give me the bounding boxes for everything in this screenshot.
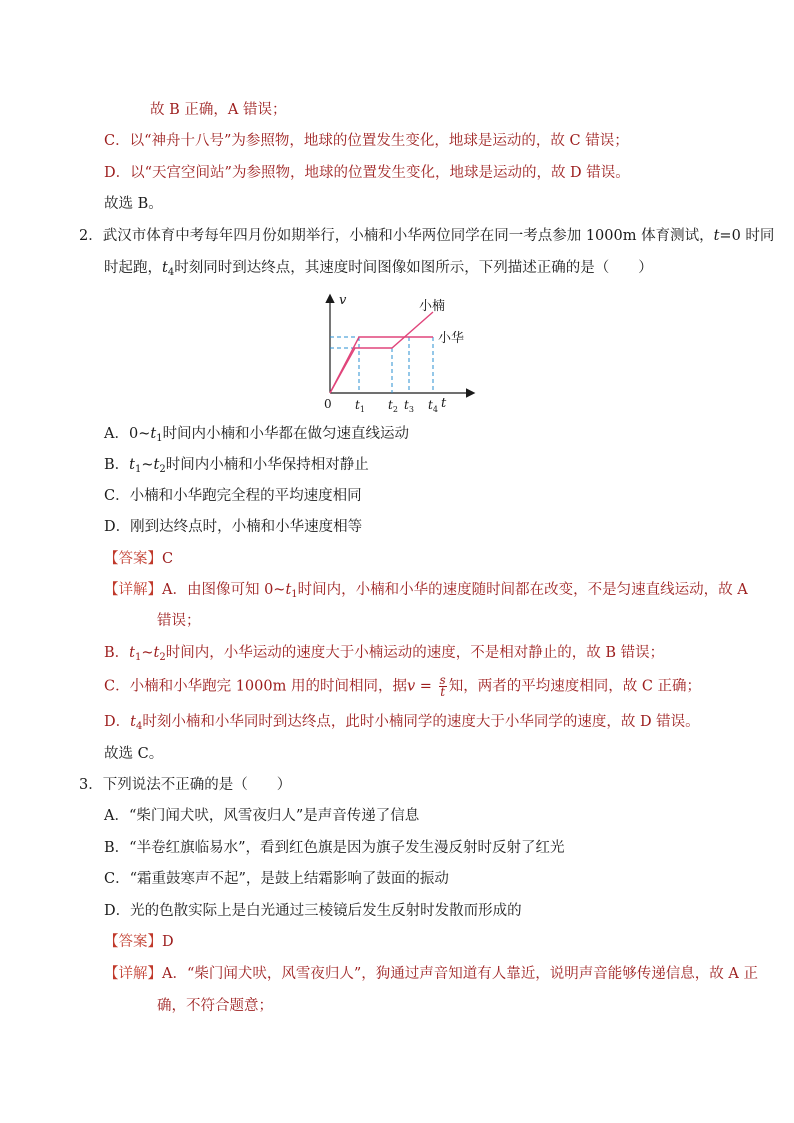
- q3-detail-a: 【详解】A．“柴门闻犬吠，风雪夜归人”，狗通过声音知道有人靠近，说明声音能够传递信息，故 A 正: [104, 966, 758, 982]
- legend-xiaohua: 小华: [438, 331, 465, 346]
- q2-option-c: C．小楠和小华跑完全程的平均速度相同: [104, 488, 362, 504]
- q3-stem: 3．下列说法不正确的是（ ）: [79, 777, 292, 793]
- legend-xiaonan: 小楠: [419, 299, 446, 314]
- q1-detail-option-d: D．以“天宫空间站”为参照物，地球的位置发生变化，地球是运动的，故 D 错误。: [104, 165, 630, 181]
- q2-detail-d: D．$t_4$时刻小楠和小华同时到达终点，此时小楠同学的速度大于小华同学的速度，故 D 错误。: [104, 714, 700, 732]
- q2-detail-c: C．小楠和小华跑完 1000m 用的时间相同，据v = $\frac{s}{t}$ 知，两者的平均速度相同，故 C 正确；: [104, 673, 702, 699]
- tick-t4: $t_4$: [428, 398, 438, 414]
- q2-answer: 【答案】C: [104, 551, 174, 567]
- series-xiaonan: [330, 312, 433, 393]
- q1-detail-option-c: C．以“神舟十八号”为参照物，地球的位置发生变化，地球是运动的，故 C 错误；: [104, 133, 629, 149]
- tick-t2: $t_2$: [388, 398, 398, 414]
- q3-option-d: D．光的色散实际上是白光通过三棱镜后发生反射时发散而形成的: [104, 903, 522, 919]
- q3-option-b: B．“半卷红旗临易水”，看到红色旗是因为旗子发生漫反射时反射了红光: [104, 840, 565, 856]
- q2-detail-b: B．$t_1\sim t_2$时间内，小华运动的速度大于小楠运动的速度，不是相对静止的，故 B 错误；: [104, 645, 665, 663]
- q3-detail-a-cont: 确，不符合题意；: [157, 998, 273, 1014]
- q2-stem-line2: 时起跑，$t_4$时刻同时到达终点，其速度时间图像如图所示，下列描述正确的是（ ）: [104, 260, 653, 278]
- q1-detail-line: 故 B 正确，A 错误；: [150, 102, 287, 118]
- q2-option-b: B．$t_1\sim t_2$时间内小楠和小华保持相对静止: [104, 457, 369, 475]
- velocity-time-graph: [305, 288, 495, 416]
- q2-choice: 故选 C。: [104, 746, 164, 762]
- q2-detail-a-cont: 错误；: [157, 613, 201, 629]
- q3-answer: 【答案】D: [104, 934, 174, 950]
- tick-t1: $t_1$: [355, 398, 365, 414]
- y-axis-label: v: [339, 293, 347, 308]
- q3-option-c: C．“霜重鼓寒声不起”，是鼓上结霜影响了鼓面的振动: [104, 871, 449, 887]
- q2-detail-a: 【详解】A．由图像可知 $0\sim t_1$时间内，小楠和小华的速度随时间都在改变，不是匀速直线运动，故 A: [104, 582, 748, 600]
- q1-choice: 故选 B。: [104, 196, 163, 212]
- origin-label: 0: [324, 397, 332, 411]
- q2-option-d: D．刚到达终点时，小楠和小华速度相等: [104, 519, 363, 535]
- q3-option-a: A．“柴门闻犬吠，风雪夜归人”是声音传递了信息: [104, 808, 420, 824]
- q2-stem-line1: 2．武汉市体育中考每年四月份如期举行，小楠和小华两位同学在同一考点参加 1000m 体育测试，t=0 时同: [79, 228, 775, 244]
- x-axis-label: t: [441, 396, 447, 411]
- q2-option-a: A．$0\sim t_1$时间内小楠和小华都在做匀速直线运动: [104, 426, 410, 444]
- tick-t3: $t_3$: [404, 398, 414, 414]
